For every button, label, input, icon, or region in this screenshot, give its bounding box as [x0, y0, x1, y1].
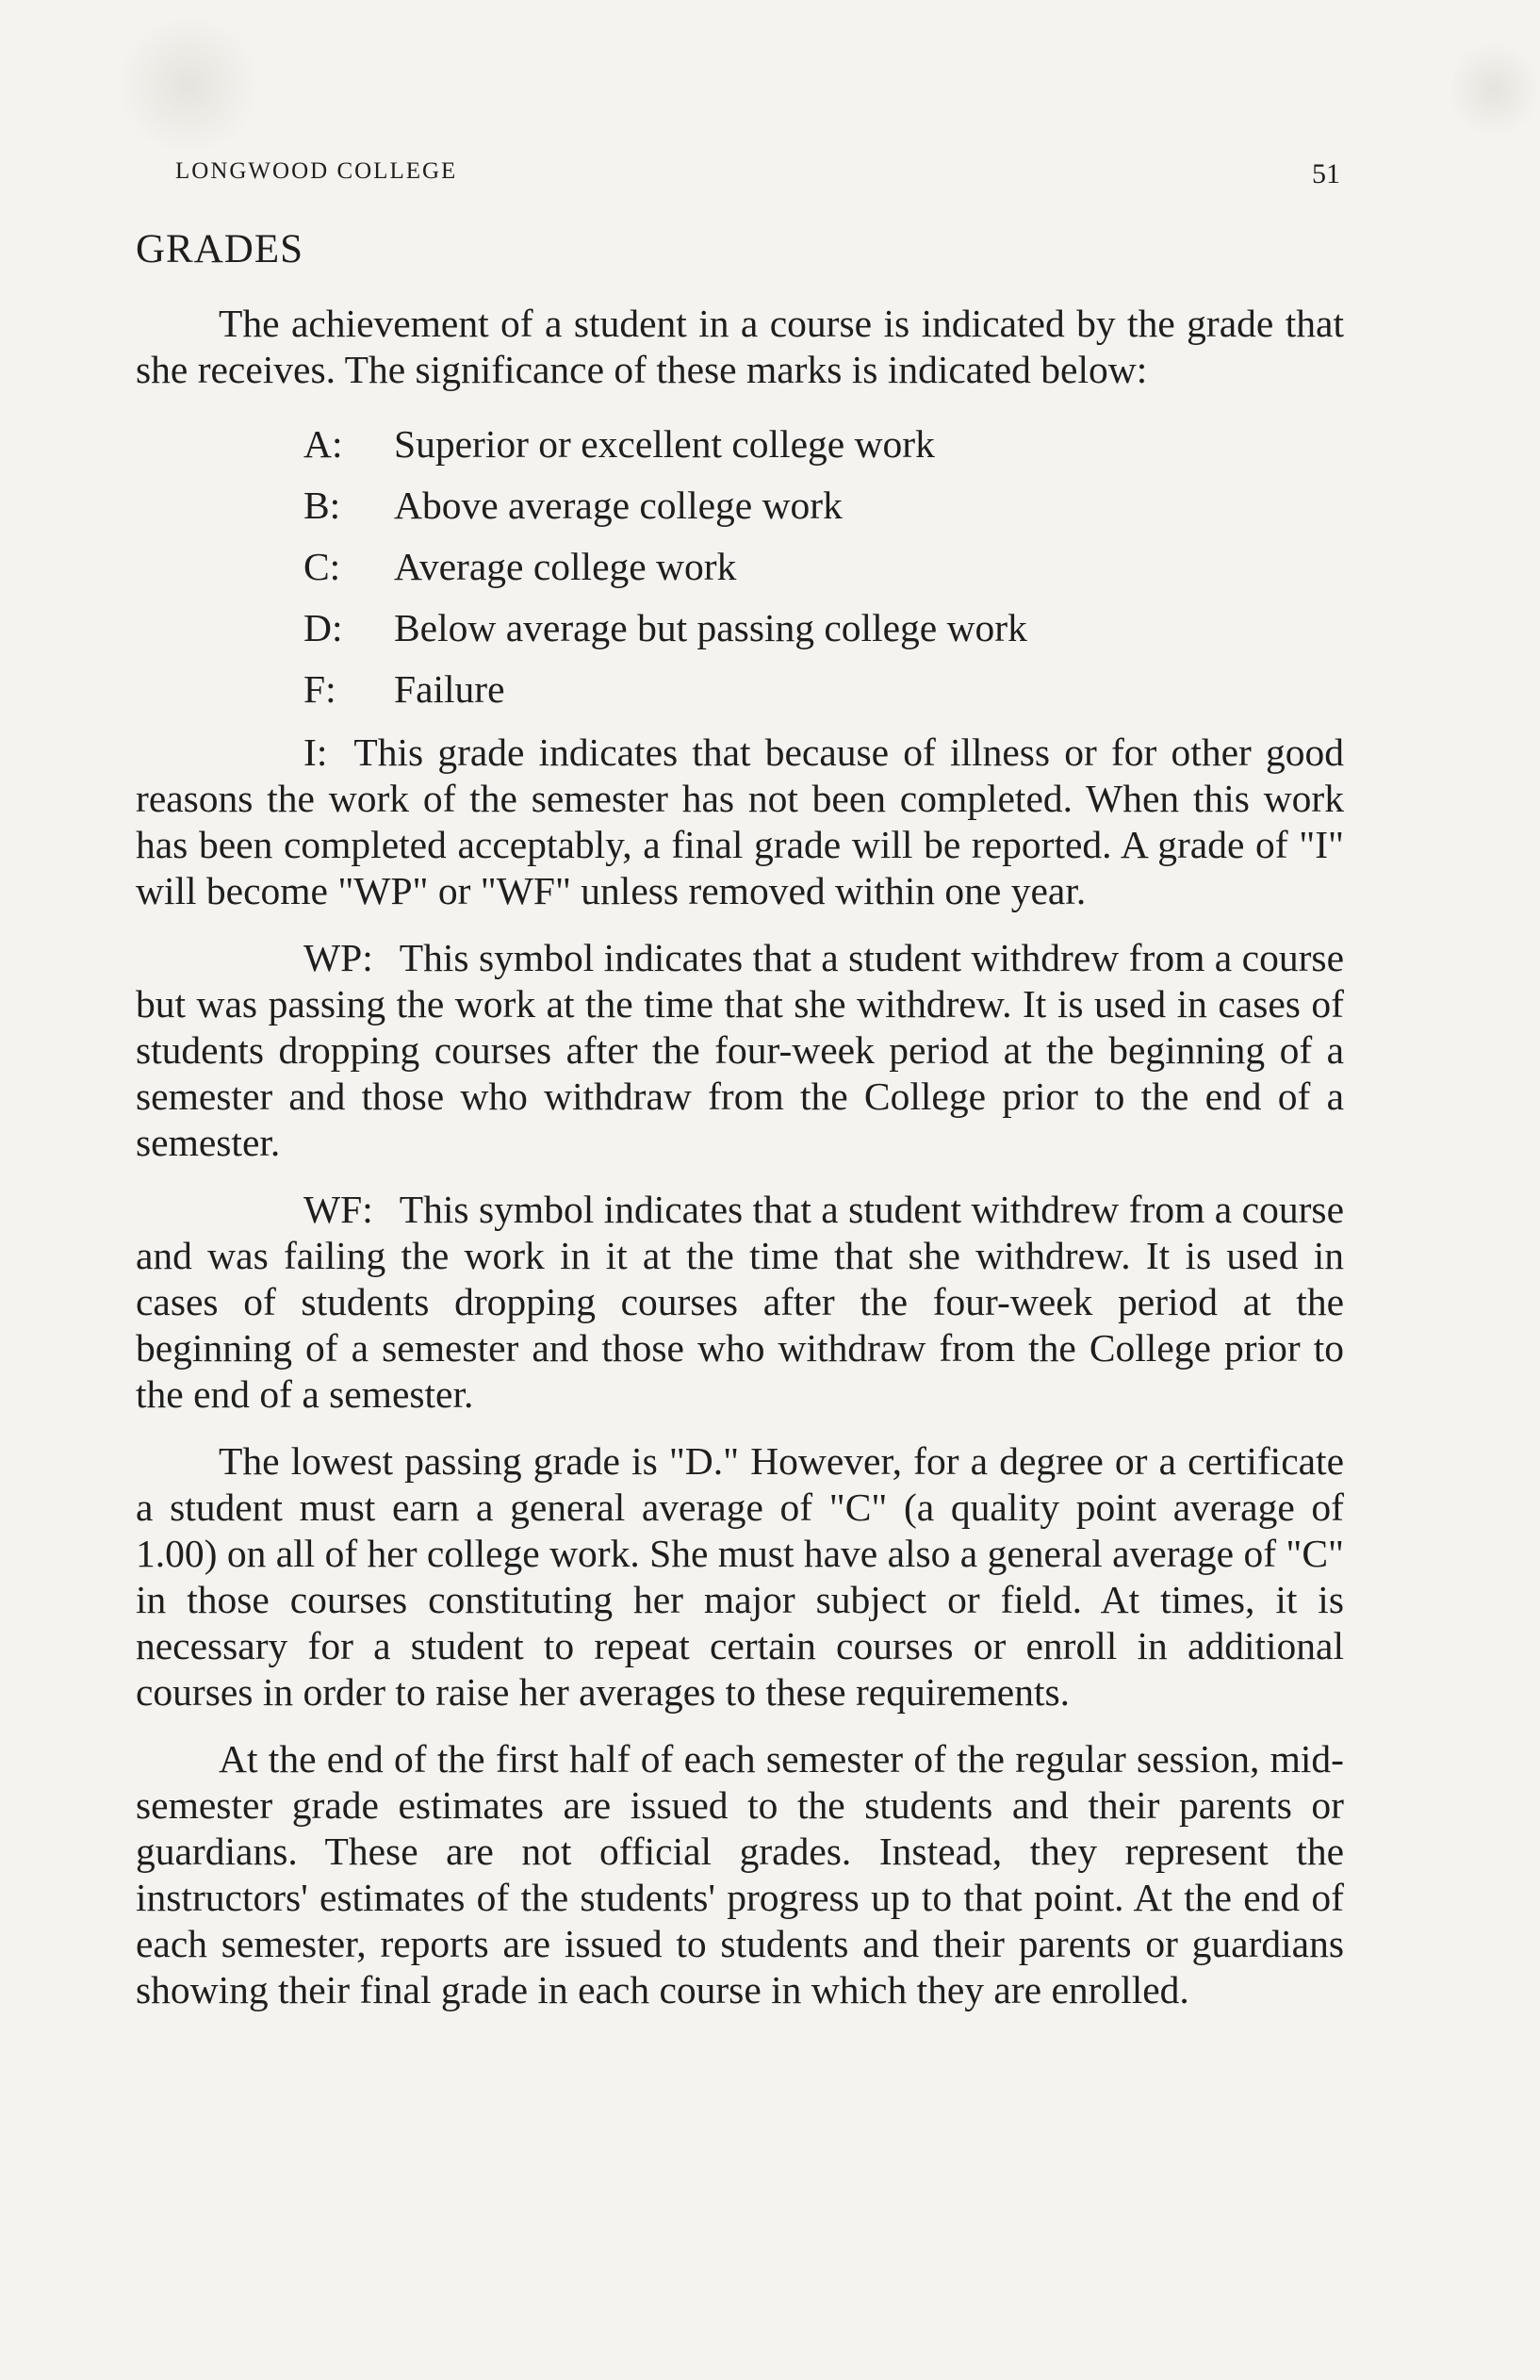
- definition-withdrew-passing: [136, 935, 1344, 1166]
- grade-key: F:: [303, 667, 336, 711]
- grade-key: A:: [303, 422, 343, 466]
- definition-incomplete: [136, 730, 1344, 914]
- grade-item: [303, 598, 1344, 659]
- grade-item: [303, 536, 1344, 598]
- intro-paragraph: The achievement of a student in a course is indicated by the grade that she receives. The significance of these marks is indicated below:: [136, 302, 1344, 391]
- grade-key: B:: [303, 484, 341, 527]
- grade-key: C:: [303, 545, 341, 588]
- running-header: [175, 158, 1340, 189]
- definition-key: I:: [303, 730, 328, 774]
- definition-text: This grade indicates that because of illness or for other good reasons the work of the semester has not been completed. When this work has been completed acceptably, a final grade will be reported. A grade of "I" will become "WP" or "WF" unless removed within one year.: [136, 730, 1344, 912]
- grade-item: [303, 475, 1344, 536]
- page-number: 51: [1312, 158, 1340, 189]
- running-title: LONGWOOD COLLEGE: [175, 158, 458, 184]
- scan-smudge: [113, 19, 264, 151]
- definition-key: WF:: [303, 1188, 373, 1231]
- grade-description: Average college work: [394, 545, 737, 588]
- grade-description: Superior or excellent college work: [394, 422, 935, 466]
- section-title: GRADES: [136, 227, 304, 271]
- definition-key: WP:: [303, 936, 373, 979]
- grade-description: Above average college work: [394, 484, 843, 527]
- passing-grade-paragraph: The lowest passing grade is "D." However, for a degree or a certificate a student must earn a general average of "C" (a quality point average of 1.00) on all of her college work. She must have also a general average of "C" in those courses constituting her major subject or field. At times, it is necessary for a student to repeat certain courses or enroll in additional courses in order to raise her averages to these requirements.: [136, 1439, 1344, 1714]
- grade-reports-paragraph: At the end of the first half of each semester of the regular session, mid-semester grade estimates are issued to the students and their parents or guardians. These are not official grades. Instead, they represent the instructors' estimates of the students' progress up to that point. At the end of each semester, reports are issued to students and their parents or guardians showing their final grade in each course in which they are enrolled.: [136, 1737, 1344, 2011]
- grade-description: Below average but passing college work: [394, 606, 1027, 649]
- page-content: [136, 226, 1344, 2013]
- grade-list: [136, 414, 1344, 720]
- grade-description: Failure: [394, 667, 505, 711]
- definition-withdrew-failing: [136, 1187, 1344, 1418]
- grade-item: [303, 659, 1344, 720]
- grade-item: [303, 414, 1344, 475]
- scan-smudge: [1451, 38, 1536, 141]
- definition-text: This symbol indicates that a student withdrew from a course but was passing the work at the time that she withdrew. It is used in cases of students dropping courses after the four-week period at the beginning of a semester and those who withdraw from the College prior to the end of a semester.: [136, 936, 1344, 1164]
- grade-key: D:: [303, 606, 343, 649]
- definition-text: This symbol indicates that a student withdrew from a course and was failing the work in it at the time that she withdrew. It is used in cases of students dropping courses after the four-week period at the beginning of a semester and those who withdraw from the College prior to the end of a semester.: [136, 1188, 1344, 1416]
